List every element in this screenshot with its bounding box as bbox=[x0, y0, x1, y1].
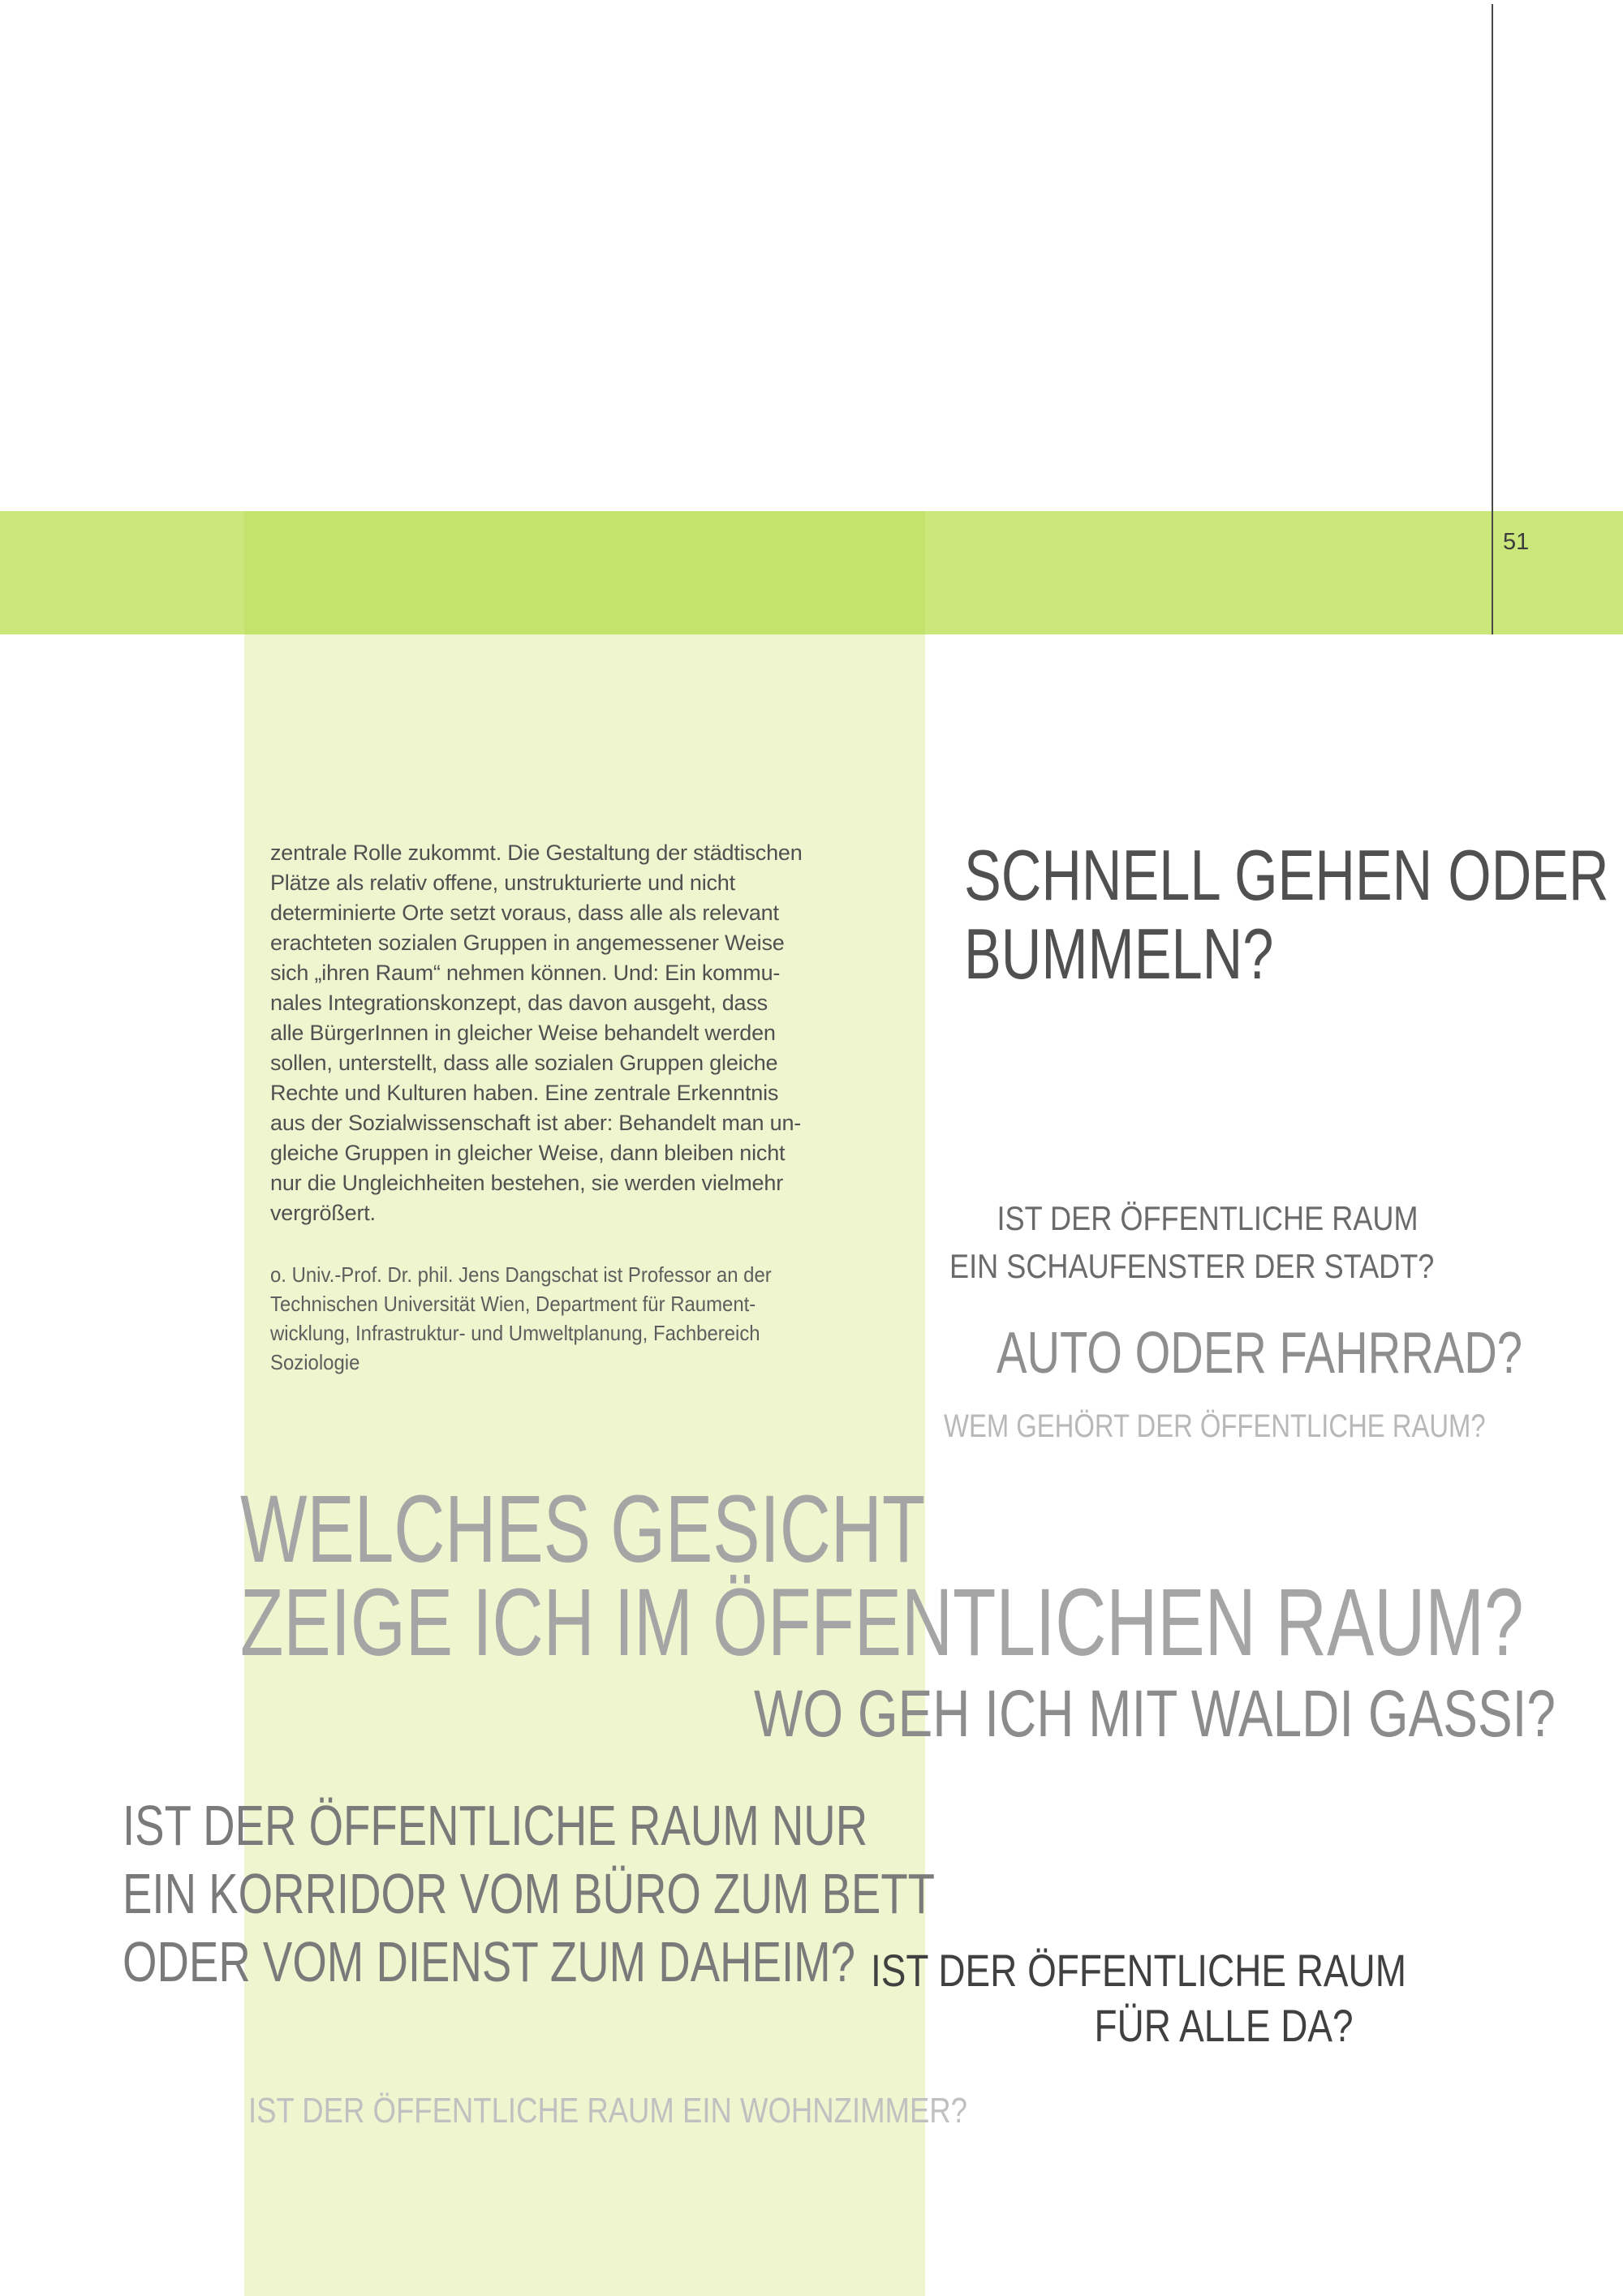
body-line: sich „ihren Raum“ nehmen können. Und: Ein kommu- bbox=[270, 961, 781, 985]
body-line: nur die Ungleichheiten bestehen, sie werden vielmehr bbox=[270, 1171, 783, 1195]
bio-line: o. Univ.-Prof. Dr. phil. Jens Dangschat ist Professor an der bbox=[270, 1262, 772, 1287]
question-line: IST DER ÖFFENTLICHE RAUM NUR bbox=[123, 1794, 868, 1857]
vertical-rule bbox=[1492, 4, 1493, 634]
question-line: BUMMELN? bbox=[964, 914, 1274, 994]
column-header-block bbox=[244, 511, 925, 634]
question-welches-gesicht bbox=[240, 1476, 1524, 1676]
question-schaufenster bbox=[949, 1194, 1434, 1290]
body-line: alle BürgerInnen in gleicher Weise behandelt werden bbox=[270, 1021, 776, 1045]
question-line: EIN SCHAUFENSTER DER STADT? bbox=[949, 1247, 1435, 1285]
body-line: determinierte Orte setzt voraus, dass alle als relevant bbox=[270, 901, 779, 925]
text-column-background bbox=[244, 511, 925, 2296]
body-line: zentrale Rolle zukommt. Die Gestaltung der städtischen bbox=[270, 841, 803, 865]
question-line: EIN KORRIDOR VOM BÜRO ZUM BETT bbox=[123, 1862, 936, 1925]
question-line: SCHNELL GEHEN ODER bbox=[964, 835, 1609, 915]
body-text bbox=[270, 838, 830, 1228]
question-line: ZEIGE ICH IM ÖFFENTLICHEN RAUM? bbox=[240, 1569, 1524, 1676]
question-line: IST DER ÖFFENTLICHE RAUM bbox=[871, 1945, 1406, 1996]
question-schnell-gehen bbox=[964, 836, 1609, 993]
author-bio bbox=[270, 1260, 830, 1377]
body-line: sollen, unterstellt, dass alle sozialen Gruppen gleiche bbox=[270, 1051, 778, 1075]
bio-line: wicklung, Infrastruktur- und Umweltplanung, Fachbereich bbox=[270, 1321, 760, 1345]
body-line: nales Integrationskonzept, das davon ausgeht, dass bbox=[270, 991, 768, 1015]
question-line: IST DER ÖFFENTLICHE RAUM bbox=[997, 1199, 1419, 1237]
question-fuer-alle bbox=[871, 1943, 1406, 2053]
body-line: aus der Sozialwissenschaft ist aber: Behandelt man un- bbox=[270, 1111, 802, 1135]
question-line: ODER VOM DIENST ZUM DAHEIM? bbox=[123, 1930, 856, 1993]
question-waldi-gassi: WO GEH ICH MIT WALDI GASSI? bbox=[754, 1677, 1556, 1751]
question-line: FÜR ALLE DA? bbox=[1094, 2000, 1354, 2051]
question-wohnzimmer: IST DER ÖFFENTLICHE RAUM EIN WOHNZIMMER? bbox=[248, 2091, 967, 2130]
body-line: Rechte und Kulturen haben. Eine zentrale Erkenntnis bbox=[270, 1081, 779, 1105]
bio-line: Soziologie bbox=[270, 1350, 360, 1374]
body-line: vergrößert. bbox=[270, 1201, 376, 1225]
question-auto-fahrrad: AUTO ODER FAHRRAD? bbox=[997, 1321, 1523, 1386]
question-wem-gehoert: WEM GEHÖRT DER ÖFFENTLICHE RAUM? bbox=[944, 1408, 1486, 1444]
body-line: Plätze als relativ offene, unstrukturierte und nicht bbox=[270, 871, 735, 895]
question-line: WELCHES GESICHT bbox=[240, 1476, 926, 1583]
bio-line: Technischen Universität Wien, Department für Raument- bbox=[270, 1292, 756, 1316]
body-line: gleiche Gruppen in gleicher Weise, dann bleiben nicht bbox=[270, 1141, 786, 1165]
body-line: erachteten sozialen Gruppen in angemessener Weise bbox=[270, 931, 785, 955]
question-korridor bbox=[123, 1791, 935, 1996]
page-number: 51 bbox=[1503, 529, 1530, 555]
